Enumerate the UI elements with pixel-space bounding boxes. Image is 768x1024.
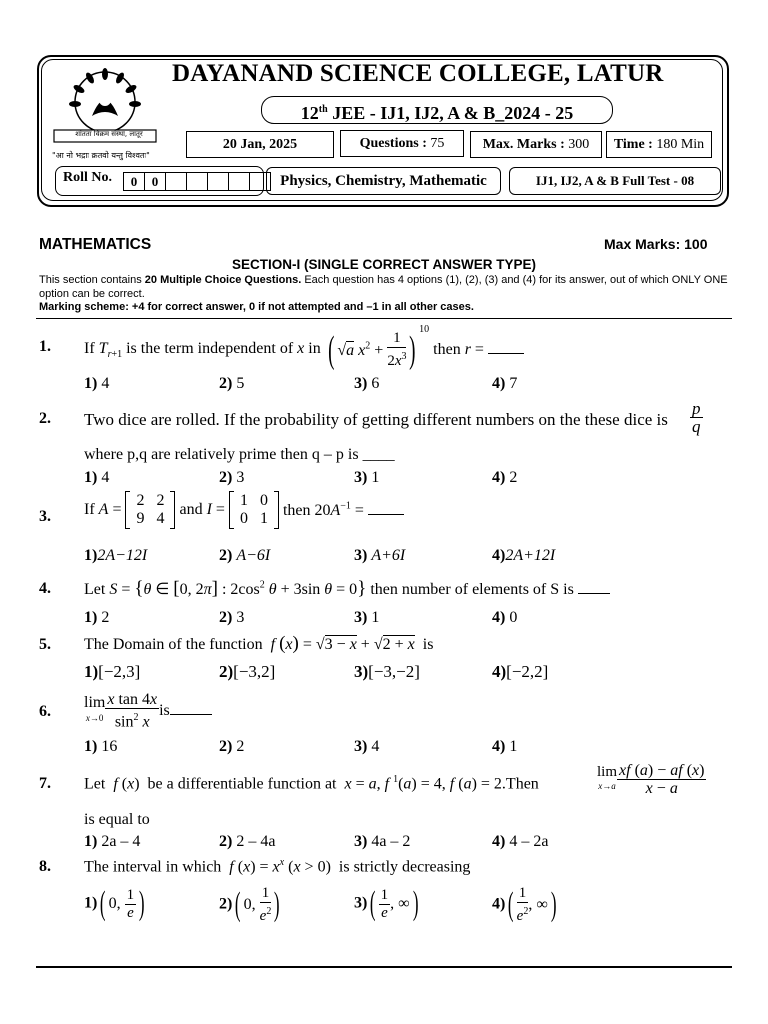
option-label: 3) [354, 547, 368, 564]
section-max-marks: Max Marks: 100 [604, 236, 708, 252]
maxmarks-value: 300 [568, 137, 590, 152]
option[interactable] [84, 547, 147, 565]
question-2-text: Two dice are rolled. If the probability of getting different numbers on the these dice is [84, 410, 668, 429]
option[interactable] [354, 547, 405, 565]
option-value: 2A+12I [505, 547, 556, 564]
option-label: 4) [492, 662, 507, 681]
time-value: 180 Min [656, 137, 705, 152]
option-value: A−6I [236, 547, 271, 564]
option-value: 1 [509, 738, 518, 755]
exam-title-grade: 12 [300, 103, 319, 123]
option-label: 4) [492, 469, 506, 486]
option-value: 2a – 4 [101, 833, 141, 850]
exam-title-sup: th [318, 104, 328, 115]
option-label: 1) [84, 833, 98, 850]
option[interactable] [84, 469, 109, 487]
option[interactable] [492, 609, 517, 627]
footer-rule [36, 966, 732, 968]
college-name: DAYANAND SCIENCE COLLEGE, LATUR [172, 60, 664, 87]
option[interactable]: 4)( $\frac{1}{e^2}$ , ∞) [492, 885, 557, 924]
option-label: 2) [219, 895, 233, 913]
roll-cells [123, 172, 270, 191]
maxmarks-box [470, 131, 602, 158]
option[interactable] [492, 375, 517, 393]
option-value: [−2,3] [98, 662, 141, 681]
option-value: 2 [236, 738, 245, 755]
option[interactable] [219, 662, 275, 682]
option[interactable] [219, 375, 244, 393]
exam-date: 20 Jan, 2025 [222, 137, 298, 152]
option-label: 2) [219, 375, 233, 392]
option[interactable] [354, 738, 379, 756]
question-8-text: The interval in which f $(x) = x^x$ (x > 0) is strictly decreasing [84, 857, 471, 876]
exam-title-rest: JEE - IJ1, IJ2, A & B_2024 - 25 [327, 103, 574, 123]
option-label: 1) [84, 662, 99, 681]
question-1-text: If $T_{r+1}$ is the term independent of x in ( √a $x^2$ + $\frac{1}{2x^3}$ ) $^{10}$ then r = [84, 324, 524, 372]
question-7-limit: lim x→a $\frac{xf (a) - af (x)}{x - a}$ [597, 762, 705, 797]
matrix-i: 1 0 0 1 [229, 491, 279, 529]
question-number: 1. [39, 338, 51, 355]
option-label: 4) [492, 547, 506, 564]
question-4-text: Let S = {θ ∈ [0, 2π] : $2\cos^2$ θ + 3sin θ = 0} then number of elements of S is [84, 578, 610, 600]
marking-scheme: Marking scheme: +4 for correct answer, 0 if not attempted and –1 in all other cases. [39, 301, 474, 313]
option-label: 3) [354, 609, 368, 626]
option[interactable] [84, 662, 140, 682]
option-value: 4 [101, 375, 110, 392]
questions-label: Questions : [359, 136, 427, 151]
subject-title: MATHEMATICS [39, 236, 152, 253]
instr-text-b: 20 Multiple Choice Questions. [144, 274, 302, 286]
question-2-text-2: where p,q are relatively prime then q – p is ____ [84, 446, 395, 463]
option[interactable]: 1)( 0, $\frac{1}{e}$ ) [84, 885, 145, 922]
section-instructions [39, 274, 734, 315]
college-logo [46, 64, 164, 160]
option-value: 1 [371, 469, 380, 486]
option[interactable] [354, 375, 379, 393]
divider [36, 318, 732, 319]
option[interactable] [219, 833, 275, 851]
option[interactable] [354, 833, 410, 851]
section-title: SECTION-I (SINGLE CORRECT ANSWER TYPE) [231, 257, 536, 272]
option-label: 3) [354, 894, 368, 912]
option[interactable] [84, 738, 117, 756]
roll-cell[interactable]: 0 [144, 172, 166, 191]
option-label: 3) [354, 662, 369, 681]
test-name-box: IJ1, IJ2, A & B Full Test - 08 [509, 167, 721, 195]
matrix-a: 2 2 9 4 [125, 491, 175, 529]
option-value: [−3,2] [233, 662, 276, 681]
option[interactable] [219, 738, 244, 756]
option-label: 1) [84, 547, 98, 564]
option[interactable]: 2)( 0, $\frac{1}{e^2}$ ) [219, 885, 280, 924]
option-label: 2) [219, 738, 233, 755]
time-label: Time : [613, 137, 653, 152]
option[interactable] [219, 469, 244, 487]
option-value: 2A−12I [97, 547, 148, 564]
option-label: 4) [492, 609, 506, 626]
option-label: 2) [219, 833, 233, 850]
option-label: 4) [492, 738, 506, 755]
roll-cell[interactable]: 0 [123, 172, 145, 191]
question-number: 7. [39, 775, 51, 792]
option-label: 3) [354, 738, 368, 755]
option[interactable] [492, 738, 517, 756]
option[interactable] [84, 833, 140, 851]
question-7-text-2: is equal to [84, 811, 150, 828]
question-number: 3. [39, 508, 51, 525]
question-number: 4. [39, 580, 51, 597]
option[interactable] [219, 609, 244, 627]
option-label: 2) [219, 547, 233, 564]
option-value: 1 [371, 609, 380, 626]
instr-text-c: Each question has 4 options (1), (2), (3) and (4) for its answer, out of which ONLY ONE option can be correct. [39, 274, 728, 300]
option[interactable] [354, 662, 420, 682]
roll-cell[interactable] [186, 172, 208, 191]
option-value: 4 [101, 469, 110, 486]
logo-banner-text: शांतता विक्रम संस्था, लातूर [75, 130, 143, 138]
option[interactable] [492, 547, 555, 565]
option-label: 3) [354, 833, 368, 850]
questions-value: 75 [430, 136, 445, 151]
question-3-text: If A = 2 2 9 4 and I = 1 0 0 1 then $20A^{-1}$ = [84, 491, 404, 529]
option[interactable] [84, 609, 109, 627]
option[interactable] [492, 469, 517, 487]
option-label: 1) [84, 894, 98, 912]
option-value: [−3,−2] [368, 662, 420, 681]
option-value: 6 [371, 375, 380, 392]
option-value: 4 [371, 738, 380, 755]
question-number: 5. [39, 636, 51, 653]
questions-box [340, 130, 464, 157]
question-number: 2. [39, 410, 51, 427]
option[interactable] [354, 609, 379, 627]
option-label: 4) [492, 375, 506, 392]
fraction-p-q: $\frac{p}{q}$ [692, 399, 701, 436]
option-label: 3) [354, 375, 368, 392]
exam-title [261, 96, 613, 124]
option-value: 0 [509, 609, 518, 626]
option-label: 1) [84, 375, 98, 392]
option-label: 1) [84, 609, 98, 626]
question-5-text: The Domain of the function f (x) = √3 − x + √2 + x is [84, 633, 434, 654]
question-8-text-a: The interval in which [84, 858, 222, 876]
option[interactable] [219, 547, 270, 565]
option[interactable] [354, 469, 379, 487]
option-label: 1) [84, 738, 98, 755]
option-label: 2) [219, 662, 234, 681]
roll-cell[interactable] [165, 172, 187, 191]
question-7-text: Let f (x) be a differentiable function at x = a, f $^1$(a) = 4, f (a) = 2.Then [84, 774, 539, 793]
option[interactable] [84, 375, 109, 393]
question-number: 6. [39, 703, 51, 720]
subjects-box: Physics, Chemistry, Mathematic [266, 167, 501, 195]
option-label: 2) [219, 609, 233, 626]
option[interactable]: 3)( $\frac{1}{e}$ , ∞) [354, 885, 419, 922]
option-value: 2 – 4a [236, 833, 276, 850]
option-value: 2 [509, 469, 518, 486]
option-label: 4) [492, 833, 506, 850]
option[interactable] [492, 662, 548, 682]
option-value: 3 [236, 469, 245, 486]
instr-text-a: This section contains [39, 274, 145, 286]
maxmarks-label: Max. Marks : [482, 137, 565, 152]
option-label: 1) [84, 469, 98, 486]
option-value: 5 [236, 375, 245, 392]
question-8-text-b: is strictly decreasing [338, 858, 471, 876]
option-value: [−2,2] [506, 662, 549, 681]
option-value: 2 [101, 609, 110, 626]
time-box [606, 131, 712, 158]
roll-cell[interactable] [228, 172, 250, 191]
date-box [186, 131, 334, 158]
option-value: A+6I [371, 547, 406, 564]
option-label: 4) [492, 895, 506, 913]
roll-label: Roll No. [63, 170, 112, 185]
question-number: 8. [39, 858, 51, 875]
question-6-text: lim x→0 $\frac{\text{x tan 4x}}{\sin^2 x}$ is [84, 691, 212, 730]
option-value: 4 – 2a [509, 833, 549, 850]
option-value: 7 [509, 375, 518, 392]
option-value: 16 [101, 738, 118, 755]
option[interactable] [492, 833, 548, 851]
logo-motto: "आ नो भद्राः क्रतवो यन्तु विश्वतः" [52, 151, 150, 160]
option-value: 3 [236, 609, 245, 626]
option-label: 3) [354, 469, 368, 486]
roll-cell[interactable] [207, 172, 229, 191]
option-value: 4a – 2 [371, 833, 411, 850]
option-label: 2) [219, 469, 233, 486]
